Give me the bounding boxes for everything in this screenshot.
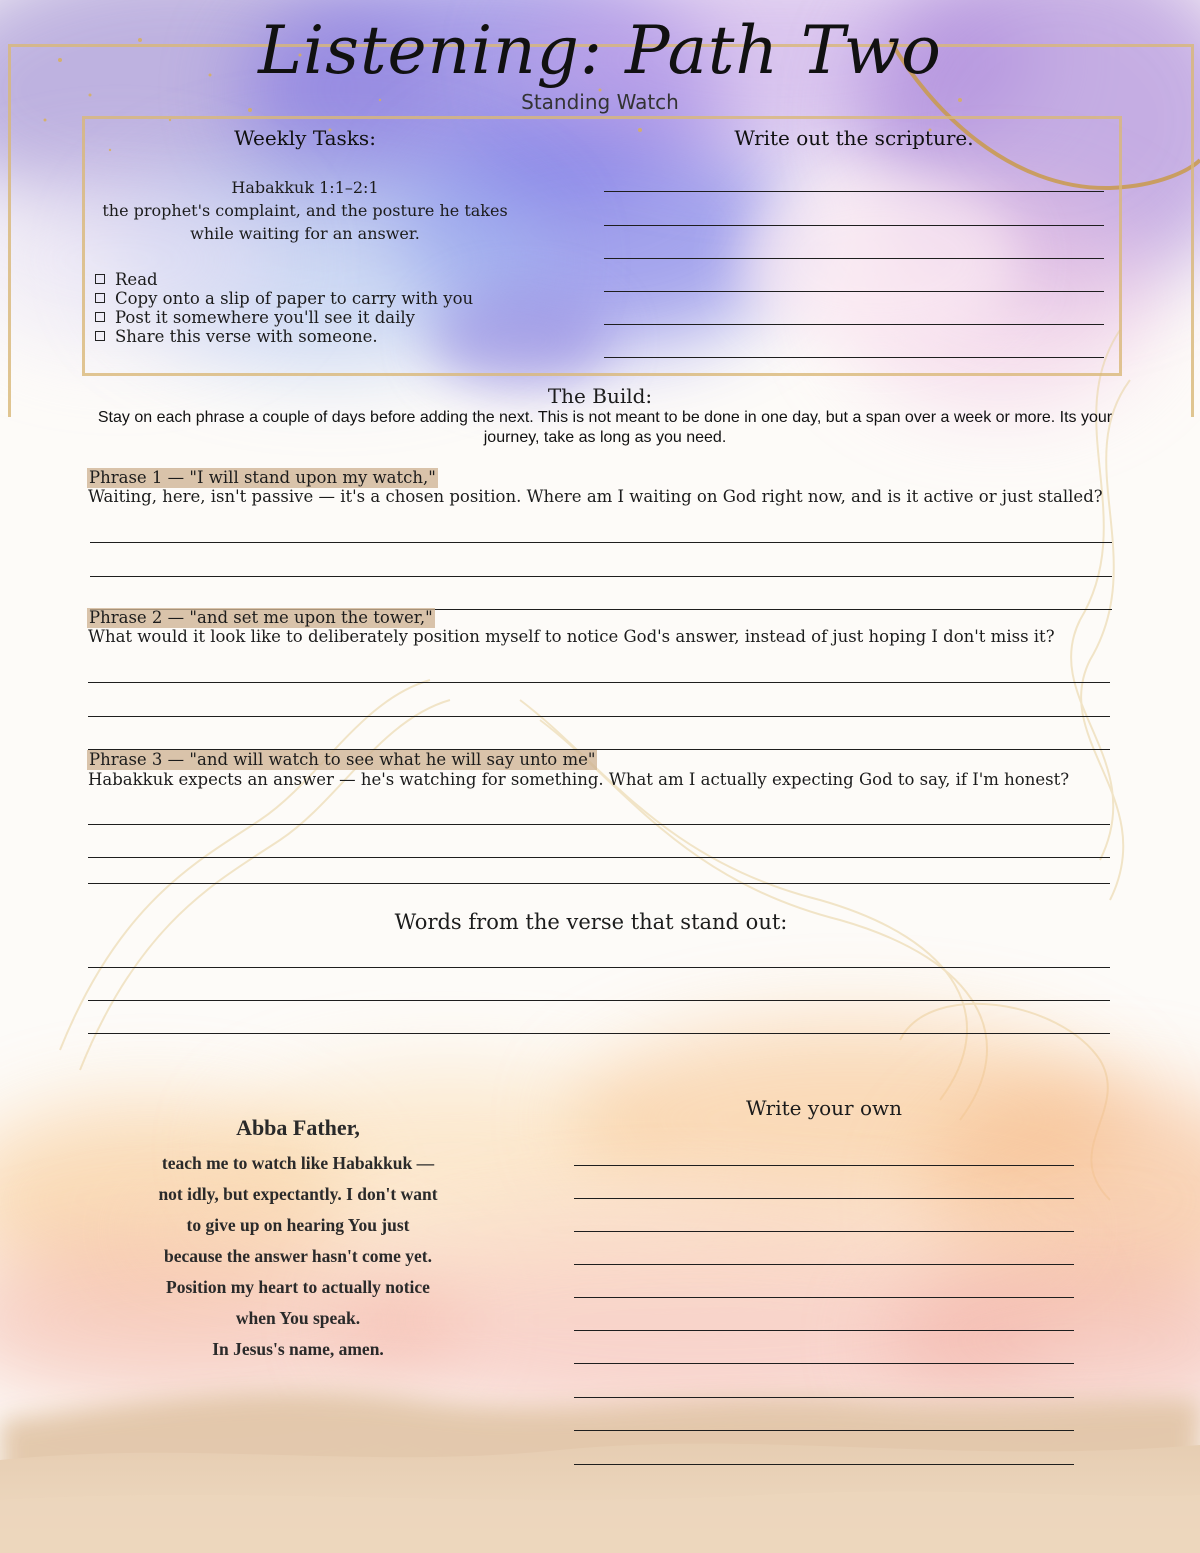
writing-line[interactable] — [88, 1000, 1110, 1001]
writing-line[interactable] — [88, 883, 1110, 884]
phrase-1-label: Phrase 1 — "I will stand upon my watch," — [89, 468, 436, 487]
task-item[interactable] — [95, 289, 473, 308]
writing-line[interactable] — [574, 1330, 1074, 1331]
writing-line[interactable] — [574, 1231, 1074, 1232]
passage-description: the prophet's complaint, and the posture he takes while waiting for an answer. — [102, 201, 508, 243]
writing-line[interactable] — [574, 1264, 1074, 1265]
prayer-line: because the answer hasn't come yet. — [164, 1246, 432, 1266]
build-title: The Build: — [547, 384, 653, 408]
prayer-line: to give up on hearing You just — [186, 1215, 410, 1235]
writing-line[interactable] — [574, 1363, 1074, 1364]
prayer-greeting: Abba Father, — [236, 1115, 360, 1140]
phrase-3-label: Phrase 3 — "and will watch to see what he will say unto me" — [89, 750, 596, 769]
writing-line[interactable] — [574, 1430, 1074, 1431]
checkbox-icon[interactable] — [95, 274, 105, 284]
writing-line[interactable] — [90, 576, 1112, 577]
writing-line[interactable] — [574, 1397, 1074, 1398]
prayer-line: not idly, but expectantly. I don't want — [158, 1184, 438, 1204]
words-heading: Words from the verse that stand out: — [394, 910, 788, 934]
page-subtitle: Standing Watch — [521, 90, 679, 114]
writing-line[interactable] — [88, 824, 1110, 825]
writing-line[interactable] — [574, 1297, 1074, 1298]
page-title: Listening: Path Two — [258, 12, 942, 89]
writing-line[interactable] — [604, 357, 1104, 358]
task-item[interactable] — [95, 327, 473, 346]
writing-line[interactable] — [604, 225, 1104, 226]
build-description: Stay on each phrase a couple of days before adding the next. This is not meant to be done in one day, but a span over a week or more. Its your journey, take as long as you need. — [97, 409, 1113, 446]
task-label: Share this verse with someone. — [115, 327, 378, 346]
passage-block — [100, 176, 510, 245]
writing-line[interactable] — [88, 716, 1110, 717]
writing-line[interactable] — [90, 542, 1112, 543]
prayer-line: Position my heart to actually notice — [166, 1277, 430, 1297]
phrase-1-question: Waiting, here, isn't passive — it's a chosen position. Where am I waiting on God right now, and is it active or just stalled? — [88, 487, 1103, 506]
checkbox-icon[interactable] — [95, 312, 105, 322]
writing-line[interactable] — [574, 1165, 1074, 1166]
writing-line[interactable] — [604, 191, 1104, 192]
writing-line[interactable] — [574, 1198, 1074, 1199]
phrase-2-label: Phrase 2 — "and set me upon the tower," — [89, 608, 433, 627]
writing-line[interactable] — [88, 857, 1110, 858]
passage-reference: Habakkuk 1:1–2:1 — [231, 178, 379, 197]
writing-line[interactable] — [604, 258, 1104, 259]
task-label: Post it somewhere you'll see it daily — [115, 308, 415, 327]
task-label: Copy onto a slip of paper to carry with you — [115, 289, 474, 308]
task-item[interactable] — [95, 308, 473, 327]
checkbox-icon[interactable] — [95, 331, 105, 341]
prayer-line: In Jesus's name, amen. — [212, 1339, 384, 1359]
task-checklist — [95, 270, 473, 346]
writing-line[interactable] — [88, 682, 1110, 683]
phrase-2-question: What would it look like to deliberately position myself to notice God's answer, instead of just hoping I don't miss it? — [88, 627, 1055, 646]
prayer-block — [92, 1112, 504, 1365]
write-your-own-heading: Write your own — [745, 1096, 903, 1120]
checkbox-icon[interactable] — [95, 293, 105, 303]
task-item[interactable] — [95, 270, 473, 289]
writing-line[interactable] — [88, 1033, 1110, 1034]
task-label: Read — [115, 270, 158, 289]
prayer-line: when You speak. — [235, 1308, 361, 1328]
writing-line[interactable] — [604, 324, 1104, 325]
writing-line[interactable] — [574, 1464, 1074, 1465]
writing-line[interactable] — [604, 291, 1104, 292]
prayer-line: teach me to watch like Habakkuk — — [161, 1153, 435, 1173]
scripture-heading: Write out the scripture. — [734, 126, 974, 150]
weekly-tasks-heading: Weekly Tasks: — [234, 126, 376, 150]
phrase-3-question: Habakkuk expects an answer — he's watching for something. What am I actually expecting God to say, if I'm honest? — [88, 770, 1070, 789]
writing-line[interactable] — [88, 967, 1110, 968]
